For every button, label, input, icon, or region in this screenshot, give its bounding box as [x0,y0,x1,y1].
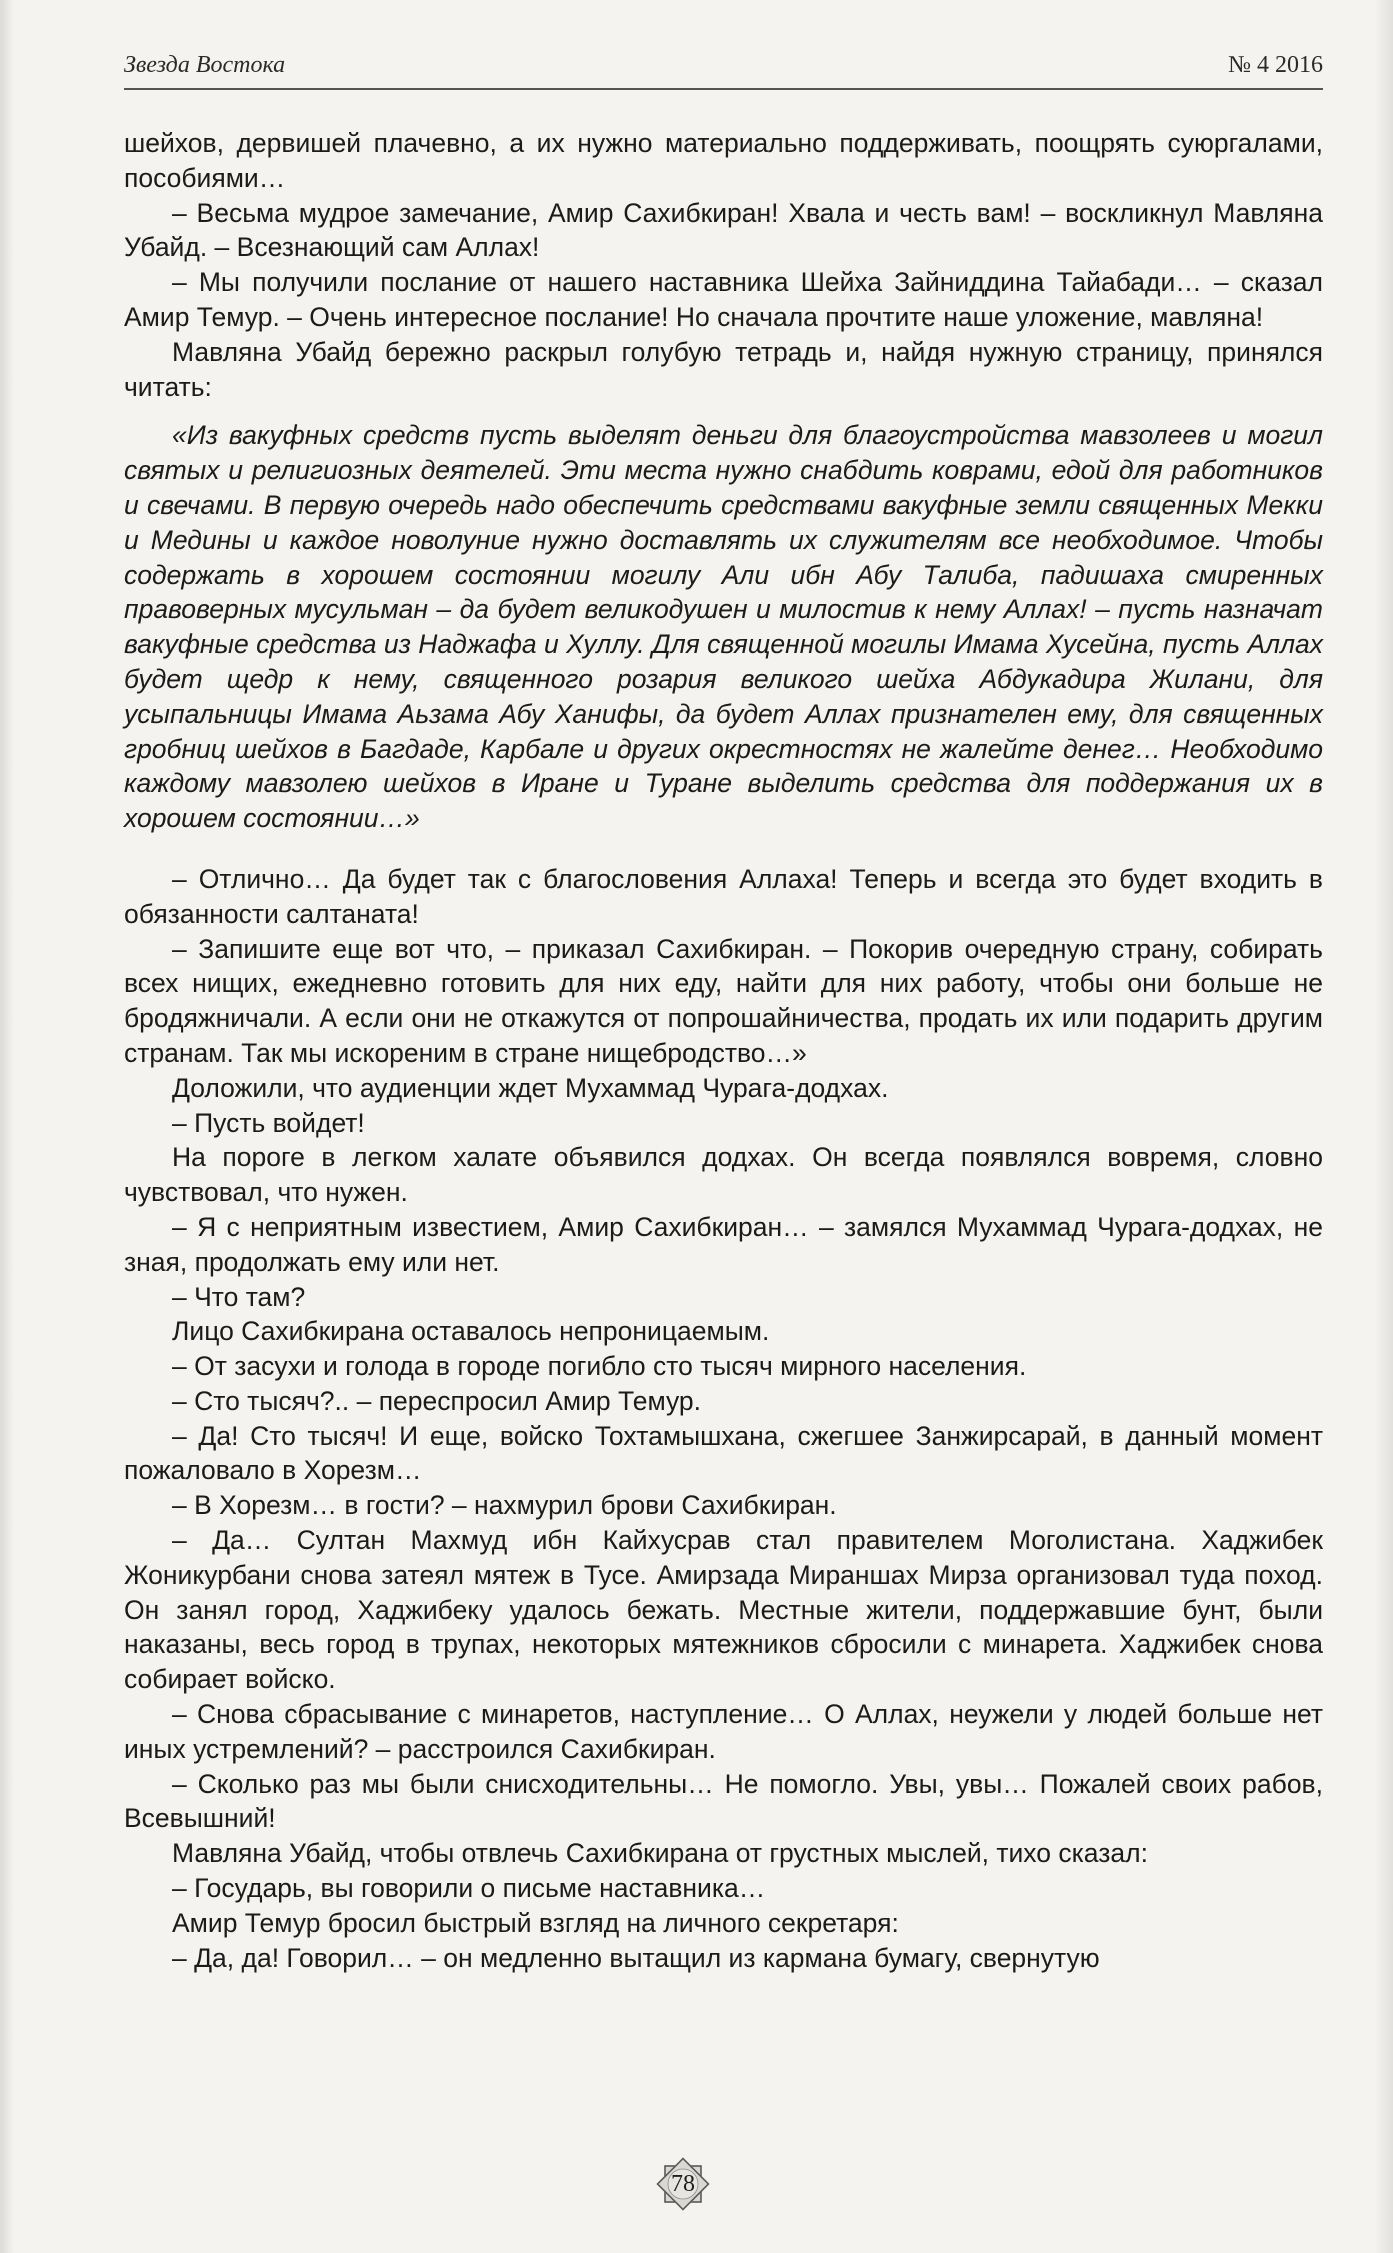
paragraph: – В Хорезм… в гости? – нахмурил брови Сахибкиран. [172,1490,837,1521]
paragraph: – От засухи и голода в городе погибло сто тысяч мирного населения. [172,1351,1027,1382]
paragraph: – Сто тысяч?.. – переспросил Амир Темур. [172,1385,702,1416]
journal-title: Звезда Востока [124,52,286,78]
paragraph: Мавляна Убайд, чтобы отвлечь Сахибкирана от грустных мыслей, тихо сказал: [172,1838,1148,1869]
paragraph: – Отлично… Да будет так с благословения Аллаха! Теперь и всегда это будет входить в обязанности салтаната! [124,863,1323,929]
paragraph: – Да… Султан Махмуд ибн Кайхусрав стал правителем Моголистана. Хаджибек Жоникурбани снова затеял мятеж в Тусе. Амирзада Мираншах Мирза организовал туда поход. Он занял город, Хаджибеку удалось бежать. Местные жители, поддержавшие бунт, были наказаны, весь город в трупах, некоторых мятежников сбросили с минарета. Хаджибек снова собирает войско. [124,1525,1323,1695]
paragraph: шейхов, дервишей плачевно, а их нужно материально поддерживать, поощрять суюргалами, пособиями… [124,128,1323,193]
header-rule [124,88,1323,90]
paragraph: – Весьма мудрое замечание, Амир Сахибкиран! Хвала и честь вам! – воскликнул Мавляна Убайд. – Всезнающий сам Аллах! [124,197,1323,263]
paragraph: – Что там? [172,1281,306,1312]
paragraph: Доложили, что аудиенции ждет Мухаммад Чурага-додхах. [172,1072,889,1103]
paragraph: – Сколько раз мы были снисходительны… Не помогло. Увы, увы… Пожалей своих рабов, Всевышний! [124,1768,1323,1834]
paragraph: Мавляна Убайд бережно раскрыл голубую тетрадь и, найдя нужную страницу, принялся читать: [124,336,1323,402]
paragraph: Лицо Сахибкирана оставалось непроницаемым. [172,1316,770,1347]
paragraph: – Государь, вы говорили о письме наставника… [172,1873,766,1904]
page-number-badge [655,2156,711,2212]
paragraph: – Я с неприятным известием, Амир Сахибкиран… – замялся Мухаммад Чурага-додхах, не зная, продолжать ему или нет. [124,1211,1323,1277]
paragraph: Амир Темур бросил быстрый взгляд на личного секретаря: [172,1907,899,1938]
paragraph: На пороге в легком халате объявился додхах. Он всегда появлялся вовремя, словно чувствовал, что нужен. [124,1142,1323,1208]
paragraph: – Пусть войдет! [172,1107,365,1138]
paragraph: – Снова сбрасывание с минаретов, наступление… О Аллах, неужели у людей больше нет иных устремлений? – расстроился Сахибкиран. [124,1699,1323,1764]
paragraph: – Да! Сто тысяч! И еще, войско Тохтамышхана, сжегшее Занжирсарай, в данный момент пожаловало в Хорезм… [124,1420,1323,1486]
page-number: 78 [671,2171,695,2197]
paragraph: – Мы получили послание от нашего наставника Шейха Зайниддина Тайабади… – сказал Амир Темур. – Очень интересное послание! Но сначала прочтите наше уложение, мавляна! [124,267,1323,332]
paragraph: – Запишите еще вот что, – приказал Сахибкиран. – Покорив очередную страну, собирать всех нищих, ежедневно готовить для них еду, найти для них работу, чтобы они больше не бродяжничали. А если они не откажутся от попрошайничества, продать их или подарить другим странам. Так мы искореним в стране нищебродство…» [124,933,1323,1068]
paragraph: – Да, да! Говорил… – он медленно вытащил из кармана бумагу, свернутую [172,1942,1100,1973]
body-text [124,126,1323,1975]
quote-paragraph: «Из вакуфных средств пусть выделят деньги для благоустройства мавзолеев и могил святых и религиозных деятелей. Эти места нужно снабдить коврами, едой для работников и свечами. В первую очередь надо обеспечить средствами вакуфные земли священных Мекки и Медины и каждое новолуние нужно доставлять их служителям все необходимое. Чтобы содержать в хорошем состоянии могилу Али ибн Абу Талиба, падишаха смиренных правоверных мусульман – да будет великодушен и милостив к нему Аллах! – пусть назначат вакуфные средства из Наджафа и Хуллу. Для священной могилы Имама Хусейна, пусть Аллах будет щедр к нему, священного розария великого шейха Абдукадира Жилани, для усыпальницы Имама Аьзама Абу Ханифы, да будет Аллах признателен ему, для священных гробниц шейхов в Багдаде, Карбале и других окрестностях не жалейте денег… Необходимо каждому мавзолею шейхов в Иране и Туране выделить средства для поддержания их в хорошем состоянии…» [124,420,1323,834]
issue-number: № 4 2016 [1228,52,1323,78]
running-header [124,52,1323,86]
